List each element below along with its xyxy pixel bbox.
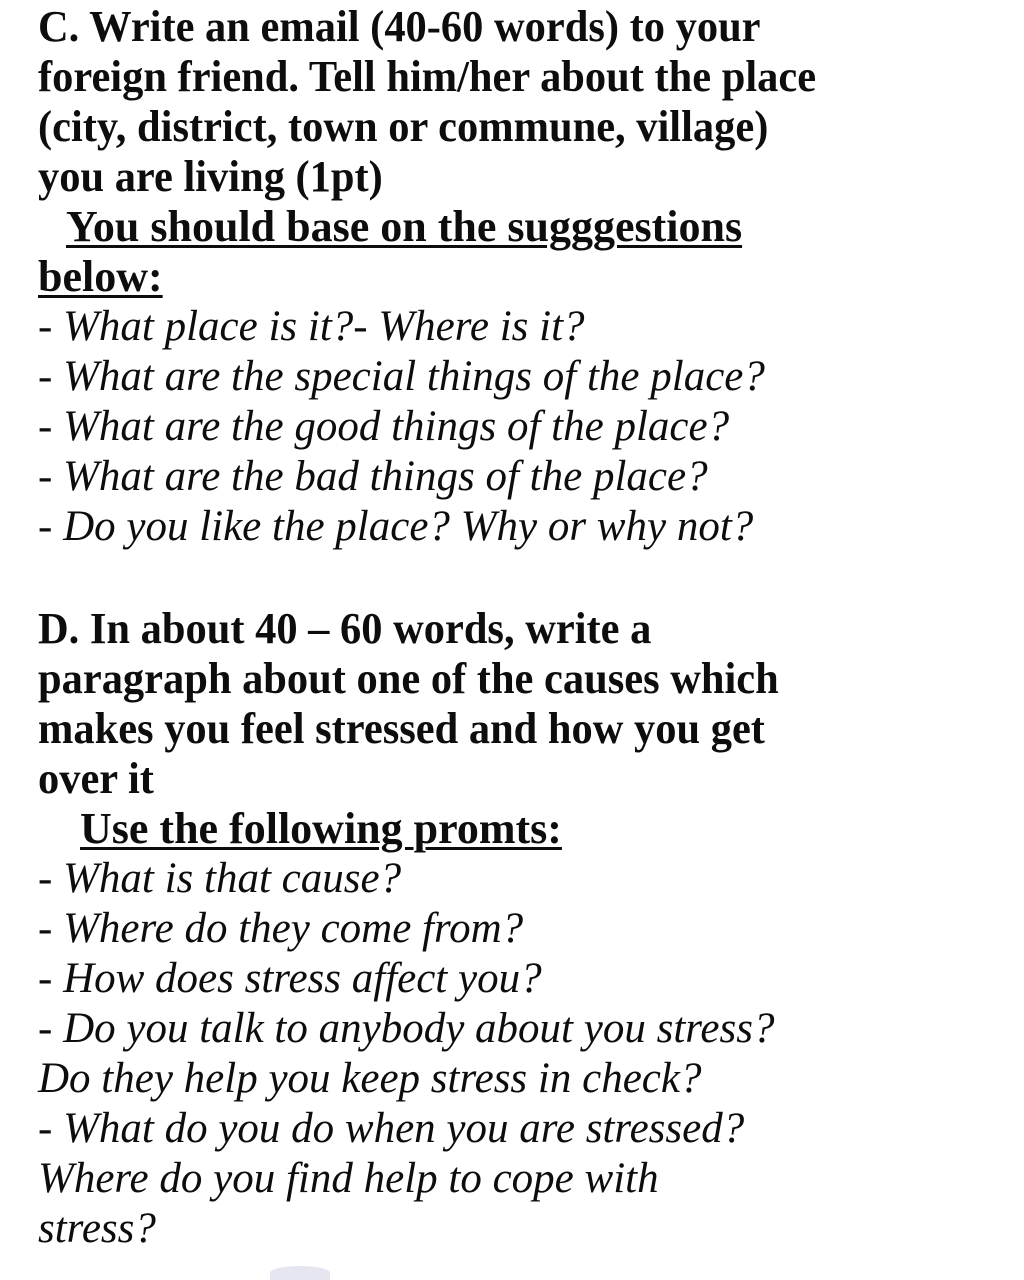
section-c-title-line-4: you are living (1pt) xyxy=(38,152,383,201)
section-c-prompt: - What place is it?- Where is it? xyxy=(38,303,585,350)
section-c-title-line-1: C. Write an email (40-60 words) to your xyxy=(38,2,761,51)
section-c-prompt: - What are the bad things of the place? xyxy=(38,453,708,500)
section-c-title-line-3: (city, district, town or commune, village) xyxy=(38,102,769,151)
section-d-prompt: - How does stress affect you? xyxy=(38,955,542,1002)
section-d-prompt: Where do you find help to cope with xyxy=(38,1155,659,1202)
section-c-instruction-continued: below: xyxy=(38,252,163,301)
section-c-prompt: - What are the good things of the place? xyxy=(38,403,730,450)
section-d-prompt: - Where do they come from? xyxy=(38,905,524,952)
section-d-prompt: - Do you talk to anybody about you stress? xyxy=(38,1005,775,1052)
section-d-title-line-2: paragraph about one of the causes which xyxy=(38,654,779,703)
section-d-prompt: - What is that cause? xyxy=(38,855,402,902)
section-c-prompt: - What are the special things of the place? xyxy=(38,353,765,400)
section-c-instruction: You should base on the sugggestions xyxy=(66,202,743,251)
section-d-prompt: stress? xyxy=(38,1205,156,1252)
section-d-title-line-3: makes you feel stressed and how you get xyxy=(38,704,765,753)
section-c-prompt: - Do you like the place? Why or why not? xyxy=(38,503,754,550)
section-c-title-line-2: foreign friend. Tell him/her about the place xyxy=(38,52,817,101)
section-d-prompt: Do they help you keep stress in check? xyxy=(38,1055,702,1102)
section-d-instruction: Use the following promts: xyxy=(80,804,562,853)
section-d-title-line-4: over it xyxy=(38,754,154,803)
section-d-title-line-1: D. In about 40 – 60 words, write a xyxy=(38,604,652,653)
section-d-prompt: - What do you do when you are stressed? xyxy=(38,1105,745,1152)
scan-artifact xyxy=(270,1266,330,1280)
